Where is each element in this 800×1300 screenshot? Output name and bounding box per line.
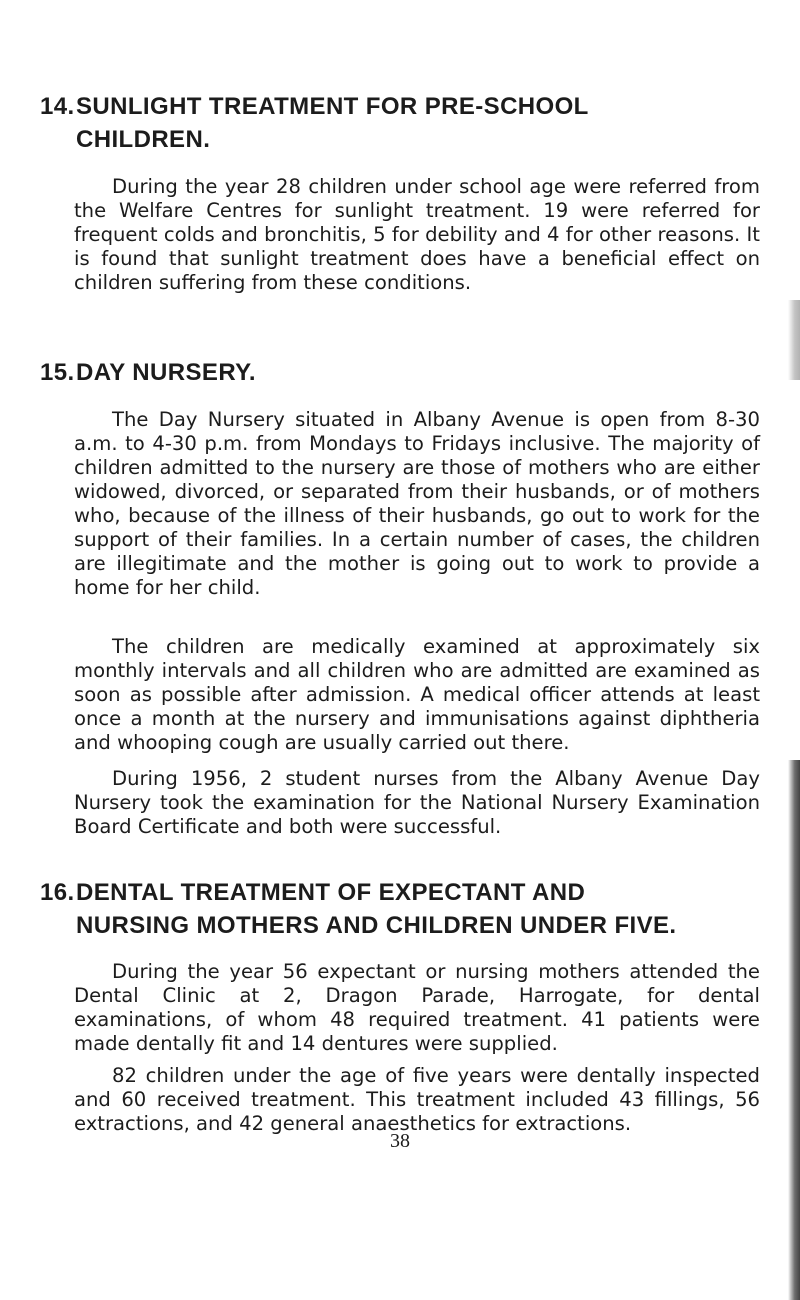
section-title-line: DAY NURSERY. [76,359,256,386]
paragraph: The Day Nursery situated in Albany Avenue is open from 8-30 a.m. to 4-30 p.m. from Mondays to Fridays inclusive. The majority of children admitted to the nursery are those of mothers who are either widowed, divorced, or separated from their husbands, or of mothers who, because of the illness of their husbands, go out to work for the support of their families. In a certain number of cases, the children are illegitimate and the mother is going out to work to provide a home for her child. [74,408,760,599]
section-title-line: SUNLIGHT TREATMENT FOR PRE-SCHOOL [76,93,589,120]
section-number: 14. [40,93,75,120]
paragraph: 82 children under the age of five years were dentally inspected and 60 received treatment. This treatment included 43 fillings, 56 extractions, and 42 general anaesthetics for extractions. [74,1064,760,1135]
paragraph: During the year 56 expectant or nursing mothers attended the Dental Clinic at 2, Dragon Parade, Harrogate, for dental examinations, of whom 48 required treatment. 41 patients were made dentally fit and 14 dentures were supplied. [74,960,760,1055]
section-number: 15. [40,359,75,386]
scan-edge-shadow [788,760,800,1300]
scan-edge-shadow [788,300,800,380]
section-14-heading [40,90,589,156]
paragraph: During 1956, 2 student nurses from the Albany Avenue Day Nursery took the examination for the National Nursery Examination Board Certificate and both were successful. [74,767,760,838]
section-title-line: NURSING MOTHERS AND CHILDREN UNDER FIVE. [76,912,677,939]
paragraph: The children are medically examined at approximately six monthly intervals and all children who are admitted are examined as soon as possible after admission. A medical officer attends at least once a month at the nursery and immunisations against diphtheria and whooping cough are usually carried out there. [74,635,760,754]
section-title-line: CHILDREN. [76,126,211,153]
section-number: 16. [40,879,75,906]
page-number: 38 [390,1130,410,1152]
section-15-heading [40,356,256,389]
paragraph: During the year 28 children under school age were referred from the Welfare Centres for sunlight treatment. 19 were referred for frequent colds and bronchitis, 5 for debility and 4 for other reasons. It is found that sunlight treatment does have a beneficial effect on children suffering from these conditions. [74,175,760,294]
section-16-heading [40,876,676,942]
section-title-line: DENTAL TREATMENT OF EXPECTANT AND [76,879,586,906]
